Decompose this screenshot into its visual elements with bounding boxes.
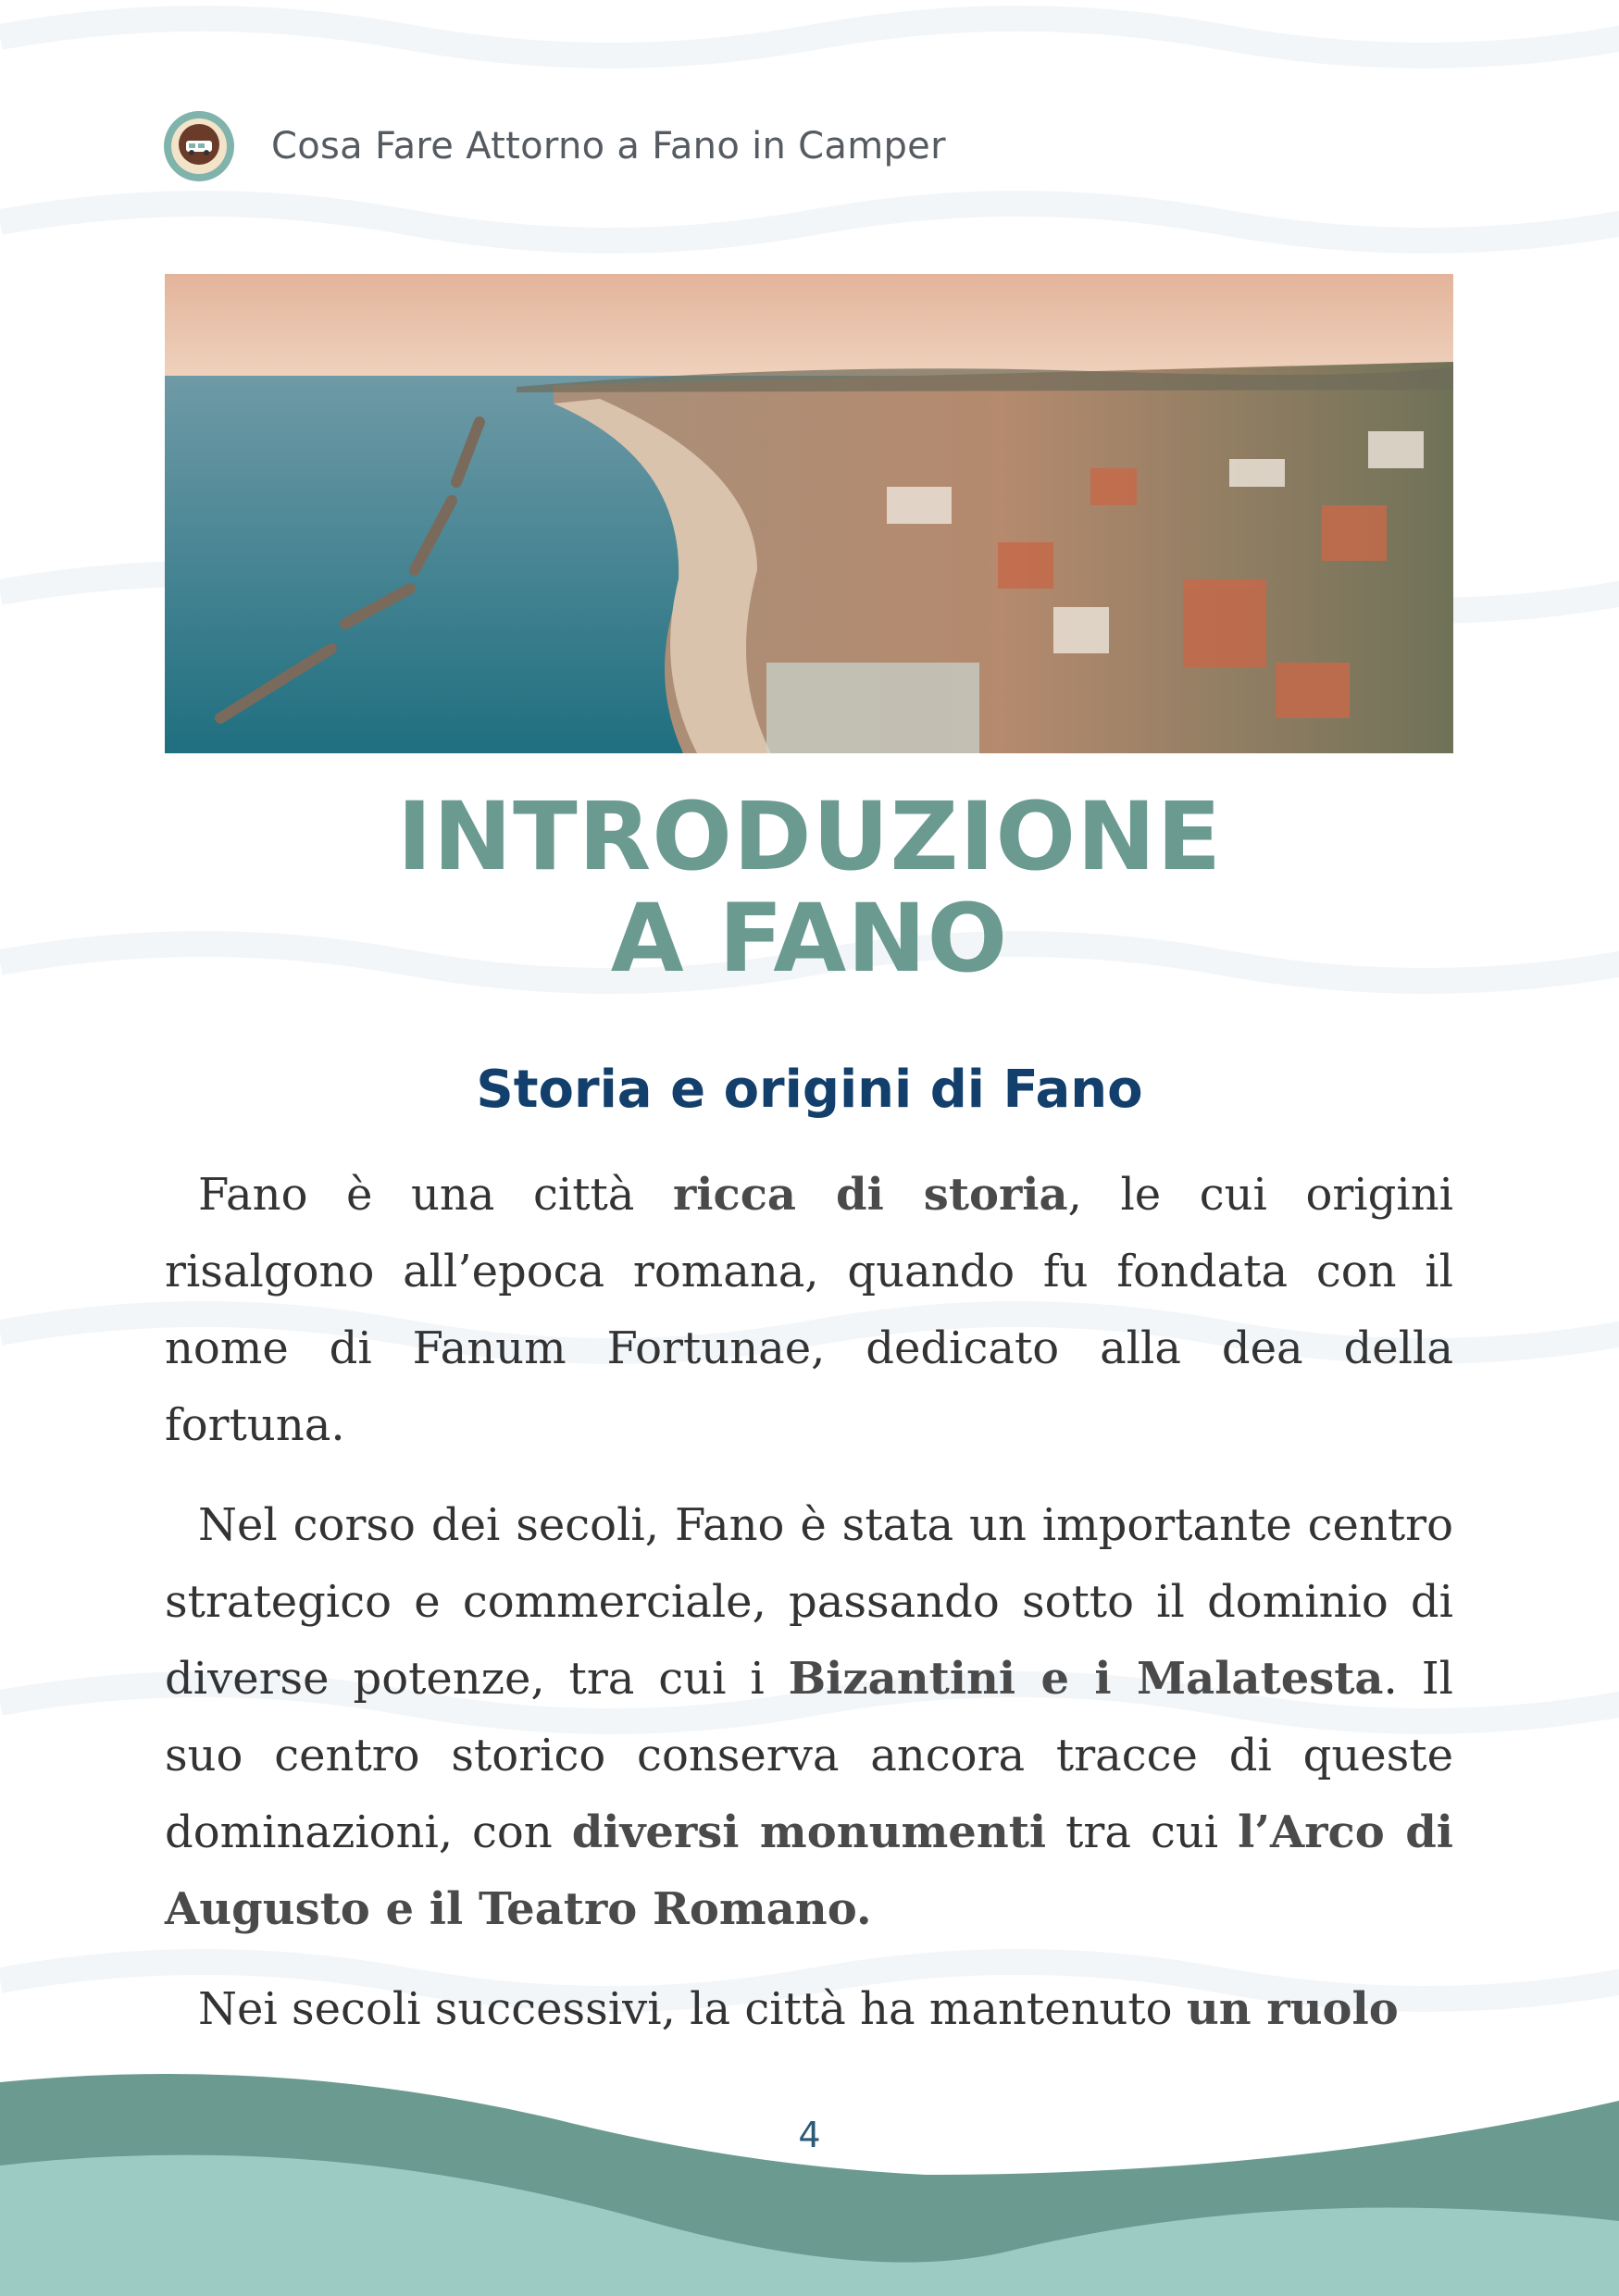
chapter-title <box>0 782 1619 994</box>
text-run: . Il suo centro storico conserva ancora tracce di queste dominazioni, con <box>165 1653 1454 1858</box>
paragraph-2 <box>165 1487 1453 1948</box>
paragraph-3 <box>165 1971 1453 2048</box>
aerial-beach-photo <box>165 274 1453 753</box>
chapter-title-line2: A FANO <box>610 884 1009 994</box>
text-run: Fano è una città <box>198 1169 673 1221</box>
header-title: Cosa Fare Attorno a Fano in Camper <box>271 125 946 168</box>
text-run: Nel corso dei secoli, Fano è stata un importante centro strategico e commerciale, passando sotto il dominio di diverse potenze, tra cui i <box>165 1499 1453 1705</box>
bold-run: ricca di storia <box>672 1169 1068 1221</box>
footer-wave-decoration <box>0 2064 1619 2296</box>
section-title: Storia e origini di Fano <box>476 1060 1143 1120</box>
camper-logo-icon <box>162 109 236 183</box>
bold-run: diversi monumenti <box>571 1806 1047 1858</box>
page-header <box>162 105 946 188</box>
paragraph-1 <box>165 1157 1453 1464</box>
bold-run: Bizantini e i Malatesta <box>788 1653 1384 1705</box>
bold-run: l’Arco di Augusto e il Teatro Romano. <box>165 1806 1453 1935</box>
page-number: 4 <box>798 2115 821 2155</box>
text-run: Nei secoli successivi, la città ha mantenuto <box>198 1983 1187 2035</box>
chapter-title-line1: INTRODUZIONE <box>396 782 1223 892</box>
text-run: , le cui origini risalgono all’epoca romana, quando fu fondata con il nome di Fanum Fortunae, dedicato alla dea della fortuna. <box>165 1169 1453 1451</box>
text-run: tra cui <box>1046 1806 1239 1858</box>
hero-image <box>165 274 1453 753</box>
body-text <box>165 1157 1453 2071</box>
bold-run: un ruolo <box>1186 1983 1399 2035</box>
